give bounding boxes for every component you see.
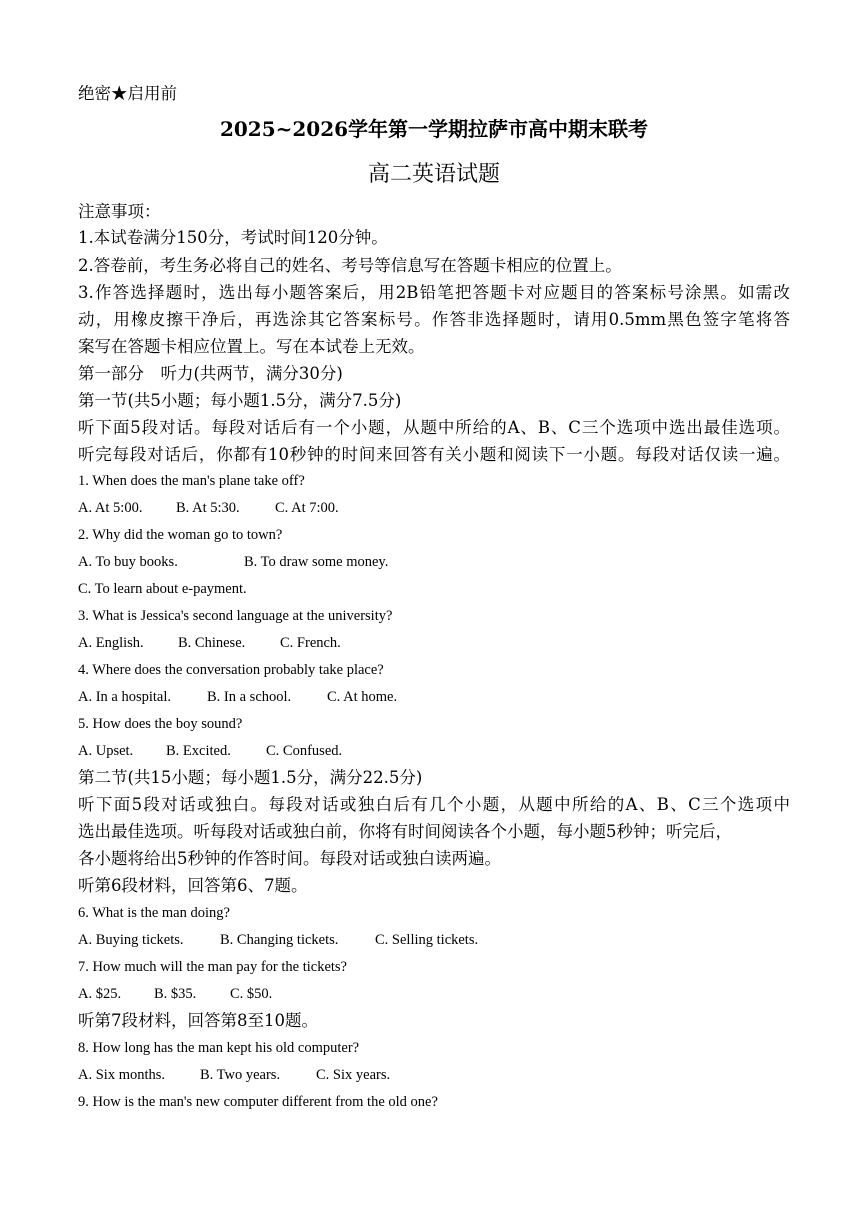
question-3-stem: 3. What is Jessica's second language at the university? [78, 608, 393, 624]
question-3-options [78, 636, 341, 651]
question-8-options [78, 1068, 390, 1083]
question-6-options [78, 933, 478, 948]
option-c: C. Confused. [266, 743, 343, 759]
exam-subtitle: 高二英语试题 [367, 162, 500, 187]
option-c: C. Six years. [316, 1067, 391, 1083]
question-2-option-c: C. To learn about e-payment. [78, 581, 247, 597]
section-2-heading: 第二节(共15小题；每小题1.5分，满分22.5分) [78, 768, 423, 787]
question-4-stem: 4. Where does the conversation probably take place? [78, 662, 384, 678]
confidential-label: 绝密★启用前 [78, 84, 177, 103]
material-7-heading: 听第7段材料，回答第8至10题。 [78, 1011, 318, 1030]
section-1-instruction-line-1: 听下面5段对话。每段对话后有一个小题，从题中所给的A、B、C三个选项中选出最佳选项。 [78, 418, 790, 437]
question-5-options [78, 744, 342, 759]
option-c: C. At home. [327, 689, 398, 705]
section-1-heading: 第一节(共5小题；每小题1.5分，满分7.5分) [78, 391, 402, 410]
question-1-options [78, 501, 339, 516]
question-7-stem: 7. How much will the man pay for the tickets? [78, 959, 347, 975]
question-2-options [78, 555, 388, 570]
option-a: A. $25. [78, 986, 122, 1002]
section-2-instruction-line-1: 听下面5段对话或独白。每段对话或独白后有几个小题，从题中所给的A、B、C三个选项中 [78, 795, 790, 814]
question-5-stem: 5. How does the boy sound? [78, 716, 243, 732]
section-2-instruction-line-3: 各小题将给出5秒钟的作答时间。每段对话或独白读两遍。 [78, 849, 501, 868]
option-a: A. English. [78, 635, 144, 651]
option-a: A. In a hospital. [78, 689, 172, 705]
question-7-options [78, 987, 272, 1002]
option-b: B. $35. [154, 986, 197, 1002]
option-c: C. At 7:00. [275, 500, 339, 516]
exam-title: 2025~2026学年第一学期拉萨市高中期末联考 [219, 117, 649, 141]
part-1-heading: 第一部分 听力(共两节，满分30分) [78, 364, 343, 383]
question-1-stem: 1. When does the man's plane take off? [78, 473, 305, 489]
option-a: A. Buying tickets. [78, 932, 184, 948]
option-a: A. Six months. [78, 1067, 166, 1083]
notice-item-3-line-1: 3.作答选择题时，选出每小题答案后，用2B铅笔把答题卡对应题目的答案标号涂黑。如需改 [78, 283, 790, 302]
notice-item-3-line-3: 案写在答题卡相应位置上。写在本试卷上无效。 [78, 337, 425, 356]
option-a: A. At 5:00. [78, 500, 143, 516]
option-b: B. Changing tickets. [220, 932, 339, 948]
section-2-instruction-line-2: 选出最佳选项。听每段对话或独白前，你将有时间阅读各个小题，每小题5秒钟；听完后， [78, 822, 732, 841]
section-1-instruction-line-2: 听完每段对话后，你都有10秒钟的时间来回答有关小题和阅读下一小题。每段对话仅读一遍。 [78, 445, 790, 464]
notice-item-2: 2.答卷前，考生务必将自己的姓名、考号等信息写在答题卡相应的位置上。 [78, 256, 622, 275]
option-b: B. In a school. [207, 689, 292, 705]
question-6-stem: 6. What is the man doing? [78, 905, 230, 921]
option-b: B. At 5:30. [176, 500, 240, 516]
notice-heading: 注意事项： [78, 202, 161, 221]
question-2-stem: 2. Why did the woman go to town? [78, 527, 283, 543]
option-c: C. Selling tickets. [375, 932, 479, 948]
material-6-heading: 听第6段材料，回答第6、7题。 [78, 876, 308, 895]
option-a: A. Upset. [78, 743, 134, 759]
option-b: B. Chinese. [178, 635, 246, 651]
option-c: C. French. [280, 635, 341, 651]
question-8-stem: 8. How long has the man kept his old computer? [78, 1040, 360, 1056]
option-c: C. $50. [230, 986, 273, 1002]
notice-item-3-line-2: 动，用橡皮擦干净后，再选涂其它答案标号。作答非选择题时，请用0.5mm黑色签字笔将答 [78, 310, 790, 329]
option-b: B. Two years. [200, 1067, 281, 1083]
option-a: A. To buy books. [78, 554, 178, 570]
option-b: B. Excited. [166, 743, 231, 759]
question-4-options [78, 690, 397, 705]
option-b: B. To draw some money. [244, 554, 389, 570]
question-9-stem: 9. How is the man's new computer different from the old one? [78, 1094, 438, 1110]
notice-item-1: 1.本试卷满分150分，考试时间120分钟。 [78, 228, 388, 247]
